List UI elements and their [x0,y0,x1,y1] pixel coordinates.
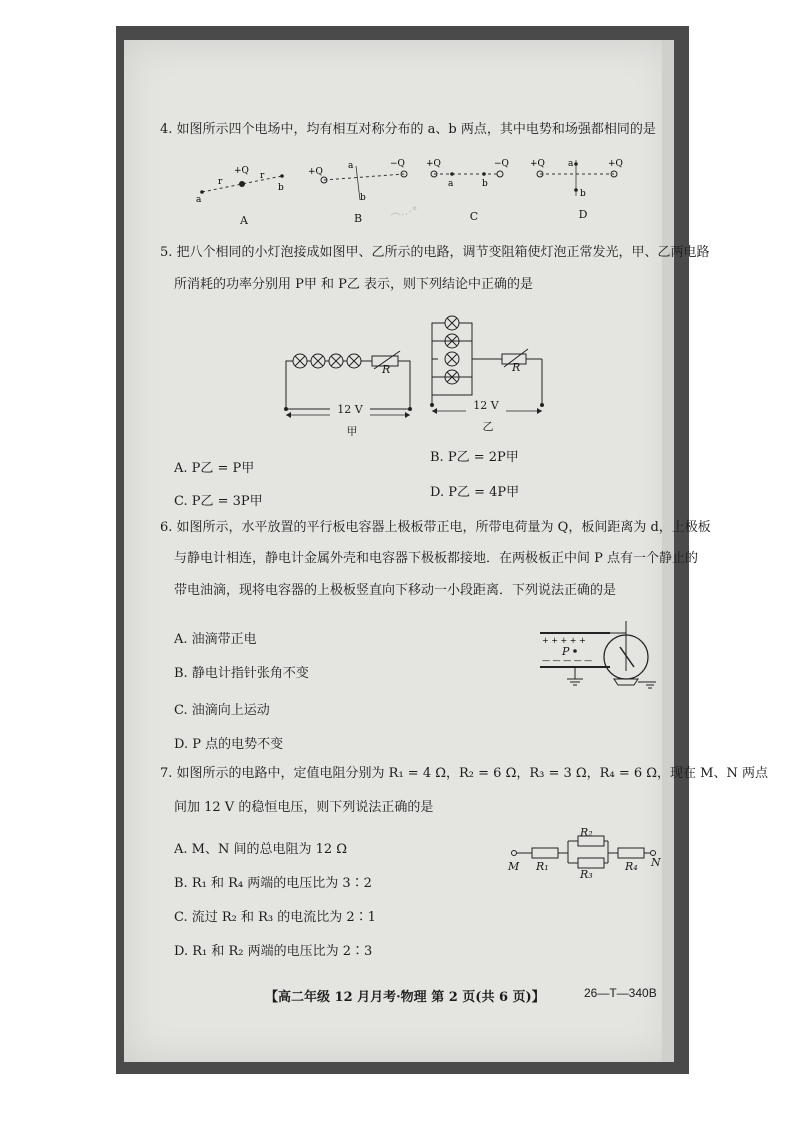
q5-caption-yi: 乙 [482,420,494,433]
svg-text:+Q: +Q [608,159,623,169]
q5-option-c: C. P乙 = 3P甲 [174,494,263,509]
q5-jia-resistor-label: R [382,363,391,376]
svg-text:a: a [568,159,574,169]
q6-stem-line2: 与静电计相连，静电计金属外壳和电容器下极板都接地．在两极板正中间 P 点有一个静止的 [174,551,699,566]
svg-text:r: r [260,171,265,181]
q7-option-b: B. R₁ 和 R₄ 两端的电压比为 3∶2 [174,876,372,891]
lamp-icon [445,316,459,384]
footer-code: 26—T—340B [584,986,657,1000]
svg-text:−Q: −Q [390,159,405,169]
svg-text:+ + + + +: + + + + + [542,636,586,645]
svg-text:+Q: +Q [308,167,323,177]
q4-stem: 4. 如图所示四个电场中，均有相互对称分布的 a、b 两点，其中电势和场强都相同的是 [160,122,656,137]
svg-text:b: b [482,179,488,189]
q5-stem-line2: 所消耗的功率分别用 P甲 和 P乙 表示，则下列结论中正确的是 [174,277,534,292]
svg-text:−Q: −Q [494,159,509,169]
q6-stem-line1: 6. 如图所示，水平放置的平行板电容器上极板带正电，所带电荷量为 Q，板间距离为 d，上极板 [160,520,711,535]
svg-text:+Q: +Q [530,159,545,169]
q7-option-d: D. R₁ 和 R₂ 两端的电压比为 2∶3 [174,944,373,959]
q4-diagram-a [196,166,284,205]
ground-icon [567,679,583,685]
q7-label-r4: R₄ [625,860,638,873]
q4-diagram-b [308,159,407,203]
svg-text:b: b [278,183,284,193]
q6-stem-line3: 带电油滴，现将电容器的上极板竖直向下移动一小段距离．下列说法正确的是 [174,583,617,598]
svg-text:+Q: +Q [426,159,441,169]
q7-label-m: M [508,860,520,873]
q4-option-d: D [578,208,588,221]
q4-diagram-c [426,159,509,189]
q7-option-c: C. 流过 R₂ 和 R₃ 的电流比为 2∶1 [174,910,376,925]
q7-stem-line2: 间加 12 V 的稳恒电压，则下列说法正确的是 [174,800,434,815]
svg-text:b: b [360,193,366,203]
q5-stem-line1: 5. 把八个相同的小灯泡接成如图甲、乙所示的电路，调节变阻箱使灯泡正常发光，甲、乙两电路 [160,245,710,260]
q5-jia-voltage: 12 V [330,403,370,416]
bleed-through-text: ︵‥·° [390,205,418,218]
q5-yi-resistor-label: R [512,361,521,374]
footer-title: 【高二年级 12 月月考·物理 第 2 页(共 6 页)】 [265,990,545,1005]
svg-text:r: r [218,177,223,187]
q5-option-d: D. P乙 = 4P甲 [430,485,520,500]
svg-text:— — — — —: — — — — — [542,656,593,665]
q7-label-r1: R₁ [536,860,549,873]
q4-option-b: B [353,212,363,225]
q7-label-r3: R₃ [580,868,593,881]
q4-diagram-d [530,159,623,199]
q6-option-d: D. P 点的电势不变 [174,737,284,752]
q7-stem-line1: 7. 如图所示的电路中，定值电阻分别为 R₁ = 4 Ω，R₂ = 6 Ω，R₃ = 3 Ω，R₄ = 6 Ω，现在 M、N 两点 [160,766,768,781]
svg-text:+Q: +Q [234,166,249,176]
q5-yi-voltage: 12 V [466,399,506,412]
q7-label-n: N [651,856,661,869]
ground-icon [644,682,656,688]
q6-option-c: C. 油滴向上运动 [174,703,270,718]
q6-capacitor-electrometer [530,615,660,695]
svg-text:b: b [580,189,586,199]
q5-option-a: A. P乙 = P甲 [174,461,255,476]
q6-option-a: A. 油滴带正电 [174,632,257,647]
q7-option-a: A. M、N 间的总电阻为 12 Ω [174,842,348,857]
svg-text:a: a [196,195,202,205]
svg-text:a: a [448,179,454,189]
q5-caption-jia: 甲 [346,425,358,438]
q6-option-b: B. 静电计指针张角不变 [174,666,309,681]
q7-label-r2: R₂ [580,826,593,839]
q6-point-label: P [562,645,570,658]
positive-charge-icon [239,181,245,187]
q4-option-c: C [469,210,479,223]
q4-field-diagrams [190,160,630,210]
q5-option-b: B. P乙 = 2P甲 [430,450,519,465]
svg-text:a: a [348,161,354,171]
q4-option-a: A [240,214,248,227]
